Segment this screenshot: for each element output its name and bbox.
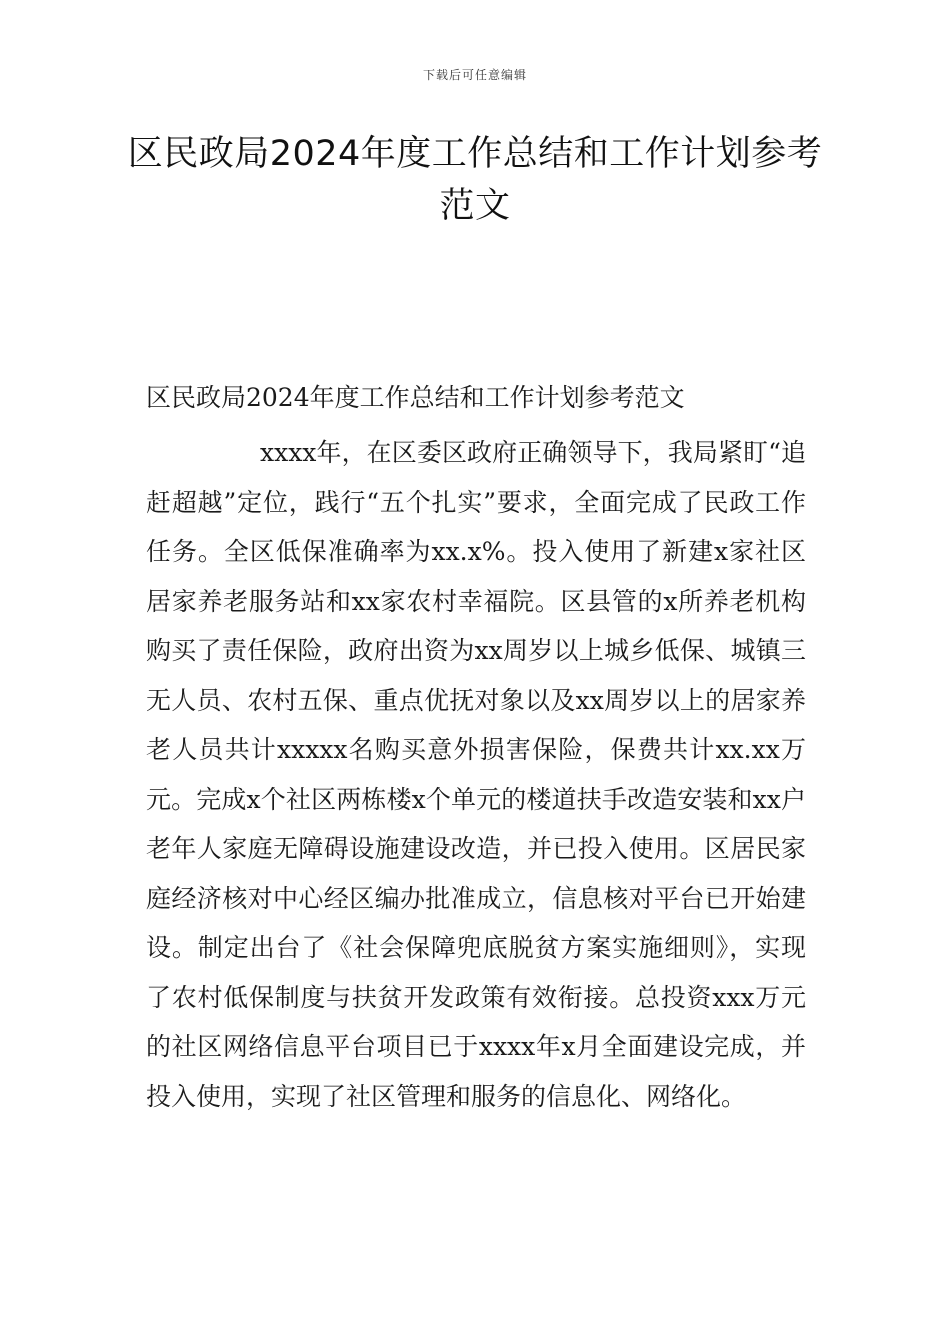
document-subtitle: 区民政局2024年度工作总结和工作计划参考范文 [146, 383, 685, 412]
body-paragraph: xxxx年，在区委区政府正确领导下，我局紧盯“追赶超越”定位，践行“五个扎实”要求，全面完成了民政工作任务。全区低保准确率为xx.x%。投入使用了新建x家社区居家养老服务站和xx家农村幸福院。区县管的x所养老机构购买了责任保险，政府出资为xx周岁以上城乡低保、城镇三无人员、农村五保、重点优抚对象以及xx周岁以上的居家养老人员共计xxxxx名购买意外损害保险，保费共计xx.xx万元。完成x个社区两栋楼x个单元的楼道扶手改造安装和xx户老年人家庭无障碍设施建设改造，并已投入使用。区居民家庭经济核对中心经区编办批准成立，信息核对平台已开始建设。制定出台了《社会保障兜底脱贫方案实施细则》，实现了农村低保制度与扶贫开发政策有效衔接。总投资xxx万元的社区网络信息平台项目已于xxxx年x月全面建设完成，并投入使用，实现了社区管理和服务的信息化、网络化。 [146, 438, 806, 1111]
document-title: 区民政局2024年度工作总结和工作计划参考范文 [127, 134, 823, 226]
header-note: 下载后可任意编辑 [422, 68, 527, 82]
